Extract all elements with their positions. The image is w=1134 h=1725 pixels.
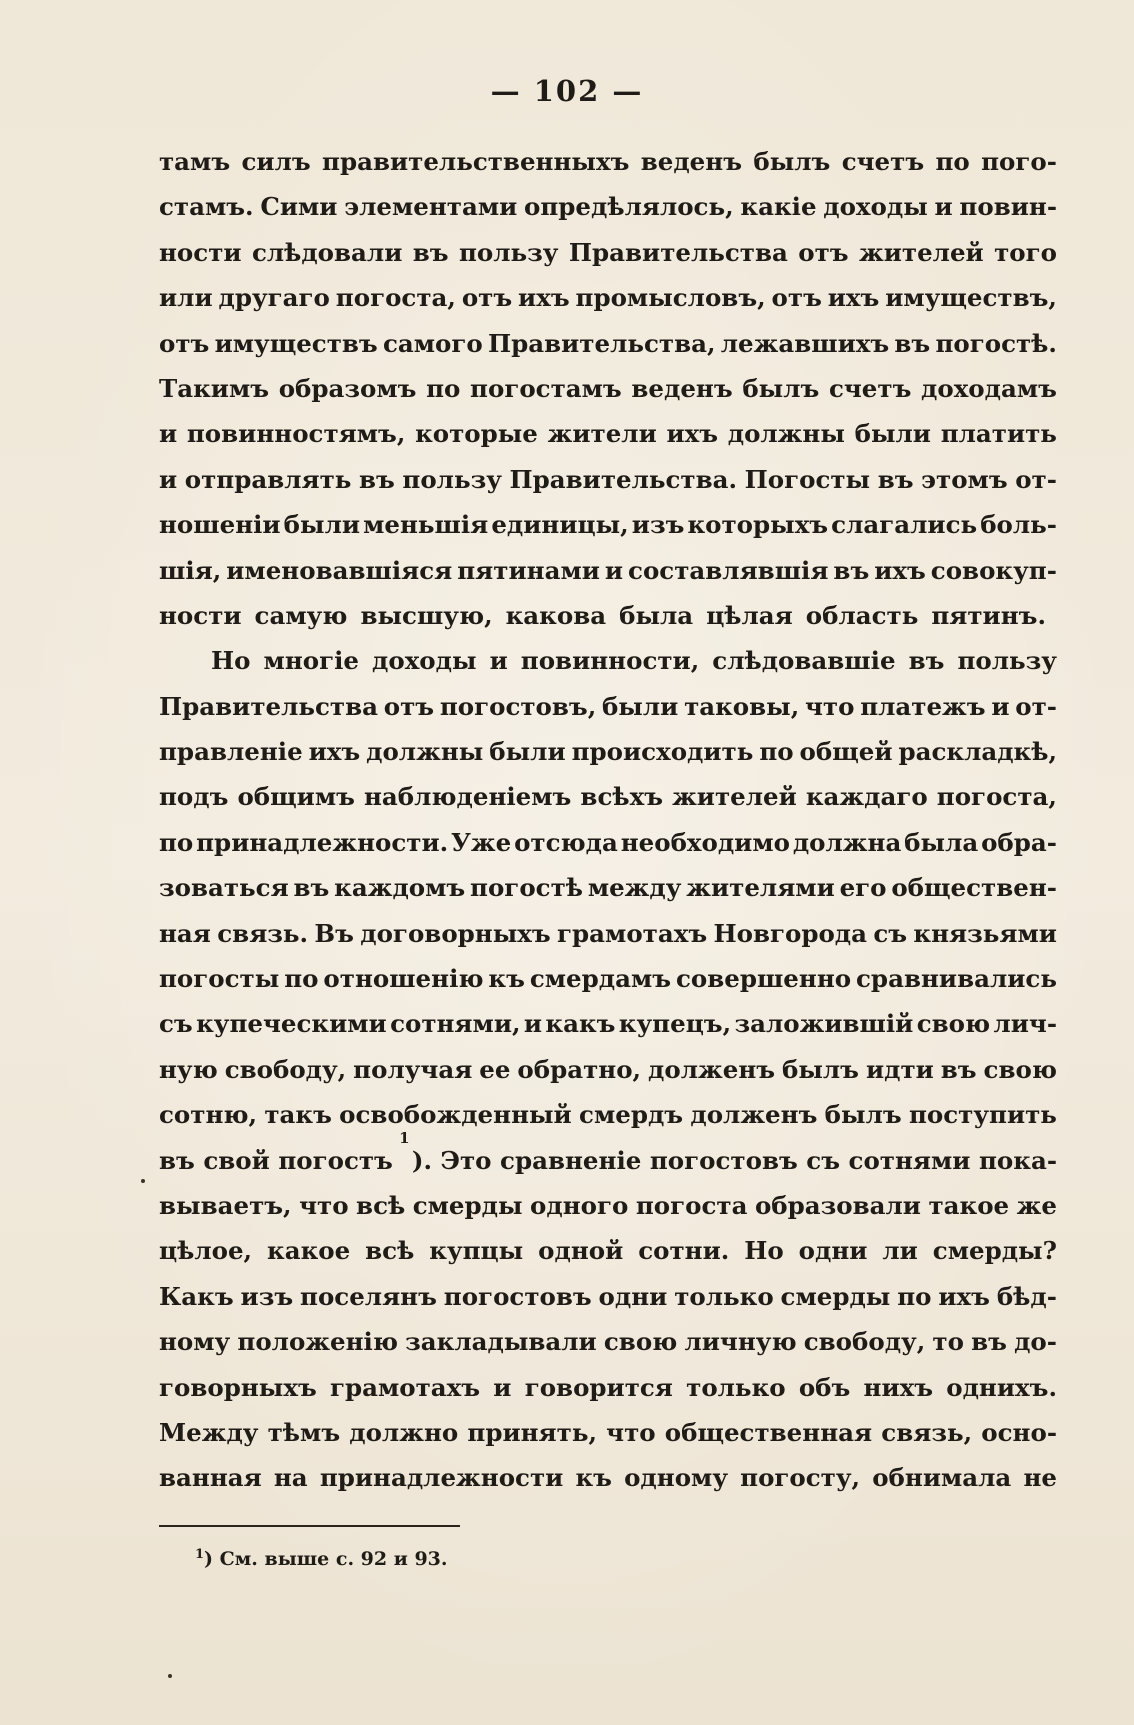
text-line: [159, 638, 1057, 683]
word: и: [159, 419, 178, 449]
word: происходить: [571, 737, 754, 767]
word: общественная: [664, 1417, 873, 1447]
text-line: [159, 774, 1057, 819]
word: от-: [1015, 691, 1057, 721]
word: то: [932, 1327, 964, 1357]
word: отъ: [771, 283, 822, 313]
word: поступить: [908, 1100, 1057, 1130]
word: слѣдовали: [251, 237, 403, 267]
word: сотню,: [159, 1100, 258, 1130]
word: цѣлая: [706, 600, 793, 630]
word: связь.: [217, 918, 309, 948]
word: какое: [267, 1236, 351, 1266]
word: раскладкѣ,: [898, 737, 1057, 767]
word: сравнивались: [856, 964, 1057, 994]
word: должна: [792, 827, 902, 857]
word: тѣмъ: [267, 1417, 341, 1447]
word: до-: [1014, 1327, 1057, 1357]
word: самого: [382, 328, 483, 358]
word: закладывали: [405, 1327, 597, 1357]
word: въ: [894, 328, 931, 358]
word: обнимала: [872, 1463, 1012, 1493]
word: смерды: [780, 1281, 891, 1311]
word: долженъ: [690, 1100, 818, 1130]
word: договорныхъ: [360, 918, 551, 948]
word: всѣ: [365, 1236, 415, 1266]
word: повинности,: [520, 646, 700, 676]
word: въ: [412, 237, 449, 267]
word: лич-: [993, 1009, 1057, 1039]
word: доходы: [372, 646, 477, 676]
text-line: [159, 275, 1057, 320]
footnote-reference[interactable]: 1: [399, 1128, 410, 1147]
word: какова: [505, 600, 607, 630]
word: Правительства: [159, 691, 379, 721]
word: совершенно: [675, 964, 852, 994]
word: Между: [159, 1417, 259, 1447]
text-line: [159, 366, 1057, 411]
word: того: [994, 237, 1057, 267]
word: многіе: [263, 646, 359, 676]
text-line: [159, 684, 1057, 729]
word: одной: [538, 1236, 624, 1266]
word: образомъ: [278, 373, 417, 403]
word: веденъ: [631, 373, 733, 403]
word: ихъ: [666, 419, 719, 449]
word: такое: [928, 1190, 1010, 1220]
word: была: [619, 600, 694, 630]
word: силъ: [241, 147, 311, 176]
text-line: [159, 865, 1057, 910]
word: слѣдовавшіе: [712, 646, 896, 676]
word: одни: [598, 1281, 668, 1311]
word: принадлежности.: [196, 827, 449, 857]
word: нихъ: [863, 1372, 934, 1402]
text-line: [159, 139, 1057, 184]
word: счетъ: [828, 373, 912, 403]
word: грамотахъ: [557, 918, 708, 948]
word: правительственныхъ: [322, 147, 630, 176]
word: общимъ: [237, 782, 355, 812]
word: изъ: [631, 510, 685, 540]
word: была: [904, 827, 979, 857]
word: ее: [479, 1054, 511, 1084]
word: пятинъ.: [931, 600, 1046, 630]
word: зоваться: [159, 873, 289, 903]
word: смерды: [412, 1190, 523, 1220]
text-line: [159, 230, 1057, 275]
word: доходамъ: [921, 373, 1057, 403]
word: ная: [159, 918, 211, 948]
word: купцы: [429, 1236, 524, 1266]
word: жителями: [686, 873, 835, 903]
print-speck: [168, 1674, 172, 1678]
word: въ: [359, 464, 395, 494]
word: область: [805, 600, 919, 630]
word: ли: [882, 1236, 918, 1266]
word: свою: [916, 1009, 991, 1039]
word: смерды?: [932, 1236, 1057, 1266]
footnote-divider: [159, 1525, 460, 1527]
word: и: [523, 1009, 543, 1039]
word: отъ: [461, 283, 513, 313]
word: другаго: [218, 283, 330, 313]
text-line: [159, 729, 1057, 774]
word: погостовъ: [443, 1281, 592, 1311]
word: жителей: [859, 237, 984, 267]
print-speck: [141, 1179, 145, 1183]
text-line: [159, 1274, 1057, 1319]
text-line: [159, 1228, 1057, 1273]
word: общей: [799, 737, 893, 767]
word: свою: [983, 1054, 1057, 1084]
word: обществен-: [891, 873, 1057, 903]
word: должны: [727, 419, 845, 449]
word: и: [604, 555, 624, 585]
word: жителей: [672, 782, 797, 812]
word: долженъ: [648, 1054, 776, 1084]
word: правленіе: [159, 737, 303, 767]
word: какіе: [740, 192, 817, 222]
word: что: [299, 1190, 349, 1220]
word: съ: [873, 918, 908, 948]
word: получая: [353, 1054, 473, 1084]
word: его: [839, 873, 887, 903]
word: составлявшія: [628, 555, 829, 585]
word: по: [897, 1281, 932, 1311]
word: погостовъ,: [439, 691, 597, 721]
text-line-with-footnote: [159, 1128, 1057, 1183]
word: каждаго: [805, 782, 928, 812]
word: Погосты: [744, 464, 871, 494]
line-tail: ). Это сравненіе погостовъ съ сотнями пока-: [411, 1145, 1057, 1175]
word: отправлять: [184, 464, 352, 494]
word: сотнями,: [390, 1009, 521, 1039]
word: были: [489, 737, 566, 767]
word: поселянъ: [300, 1281, 437, 1311]
word: доходы: [823, 192, 928, 222]
word: говорныхъ: [159, 1372, 317, 1402]
word: именовавшіяся: [226, 555, 453, 585]
word: Какъ: [159, 1281, 234, 1311]
word: всѣхъ: [580, 782, 663, 812]
word: пользу: [458, 237, 559, 267]
text-line: [159, 1047, 1057, 1092]
word: принадлежности: [319, 1463, 564, 1493]
word: высшую,: [360, 600, 493, 630]
word: ихъ: [874, 555, 926, 585]
word: отъ: [383, 691, 435, 721]
word: въ: [971, 1327, 1007, 1357]
word: этомъ: [921, 464, 1008, 494]
text-line: [159, 1092, 1057, 1137]
word: по: [935, 147, 970, 176]
word: какъ: [545, 1009, 616, 1039]
word: ихъ: [938, 1281, 990, 1311]
word: повин-: [959, 192, 1057, 222]
word: одни: [798, 1236, 868, 1266]
word: ихъ: [308, 737, 361, 767]
word: Правительства,: [487, 328, 716, 358]
word: на: [273, 1463, 308, 1493]
word: самую: [254, 600, 348, 630]
word: погоста,: [335, 283, 456, 313]
word: были: [854, 419, 931, 449]
word: принять,: [467, 1417, 597, 1447]
word: Но: [211, 646, 251, 676]
word: что: [606, 1417, 656, 1447]
word: ванная: [159, 1463, 262, 1493]
word: по: [284, 964, 319, 994]
word: и: [159, 464, 178, 494]
word: свободу,: [224, 1054, 347, 1084]
word: съ: [159, 1009, 193, 1039]
word: осно-: [981, 1417, 1057, 1447]
word: по: [426, 373, 461, 403]
word: обратно,: [517, 1054, 642, 1084]
word: и: [493, 1372, 512, 1402]
word: былъ: [782, 1054, 859, 1084]
word: каждомъ: [334, 873, 466, 903]
word: освобожденный: [339, 1100, 572, 1130]
word: от-: [1015, 464, 1057, 494]
text-line: [159, 1319, 1057, 1364]
word: которыхъ: [687, 510, 829, 540]
word: имуществъ,: [885, 283, 1057, 313]
word: ную: [159, 1054, 218, 1084]
word: такъ: [264, 1100, 332, 1130]
word: свою: [603, 1327, 678, 1357]
word: былъ: [753, 147, 831, 176]
text-line: [159, 956, 1057, 1001]
word: стамъ.: [159, 192, 254, 222]
word: же: [1016, 1190, 1057, 1220]
word: и: [991, 691, 1010, 721]
word: связь,: [881, 1417, 973, 1447]
word: однихъ.: [946, 1372, 1057, 1402]
word: пятинами: [457, 555, 600, 585]
word: и: [934, 192, 953, 222]
word: слагались: [831, 510, 978, 540]
word: грамотахъ: [329, 1372, 481, 1402]
word: заложившій: [734, 1009, 914, 1039]
word: Правительства.: [509, 464, 738, 494]
word: отсюда: [514, 827, 618, 857]
word: ности: [159, 237, 242, 267]
word: въ: [877, 464, 914, 494]
word: погосты: [159, 964, 280, 994]
word: подъ: [159, 782, 229, 812]
word: погосту,: [740, 1463, 861, 1493]
page-number: — 102 —: [490, 74, 644, 108]
word: отъ: [798, 237, 849, 267]
word: въ: [293, 873, 330, 903]
word: промысловъ,: [575, 283, 766, 313]
text-line: [159, 1365, 1057, 1410]
word: въ: [940, 1054, 977, 1084]
word: вываетъ,: [159, 1190, 292, 1220]
word: меньшія: [363, 510, 489, 540]
word: платежъ: [860, 691, 986, 721]
word: тамъ: [159, 147, 231, 176]
word: Но: [744, 1236, 784, 1266]
word: цѣлое,: [159, 1236, 253, 1266]
text-line: [159, 502, 1057, 547]
text-line: [159, 1001, 1057, 1046]
word: были: [601, 691, 679, 721]
word: купеческими: [196, 1009, 387, 1039]
word: шія,: [159, 555, 222, 585]
word: одному: [624, 1463, 729, 1493]
word: между: [587, 873, 682, 903]
footnote-text: ) См. выше с. 92 и 93.: [204, 1548, 448, 1570]
text-line: [159, 184, 1057, 229]
word: пользу: [957, 646, 1057, 676]
word: былъ: [742, 373, 820, 403]
word: Сими: [260, 192, 338, 222]
word: личную: [684, 1327, 797, 1357]
text-line: [159, 1410, 1057, 1455]
word: были: [283, 510, 361, 540]
footnote: [195, 1548, 448, 1570]
word: погостамъ: [470, 373, 622, 403]
word: сотни.: [638, 1236, 730, 1266]
word: свободу,: [803, 1327, 926, 1357]
text-line: [159, 593, 1057, 638]
word: къ: [575, 1463, 612, 1493]
word: счетъ: [841, 147, 925, 176]
word: которые: [415, 419, 538, 449]
word: обра-: [981, 827, 1057, 857]
word: всѣ: [356, 1190, 406, 1220]
word: должны: [366, 737, 484, 767]
word: Въ: [314, 918, 354, 948]
word: Правительства: [568, 237, 788, 267]
word: только: [686, 1372, 786, 1402]
word: погостѣ: [470, 873, 583, 903]
word: ношеніи: [159, 510, 281, 540]
word: совокуп-: [930, 555, 1057, 585]
word: къ: [488, 964, 525, 994]
body-text: [159, 139, 1057, 1501]
word: единицы,: [491, 510, 629, 540]
text-line: [159, 1183, 1057, 1228]
word: Такимъ: [159, 373, 270, 403]
word: ихъ: [827, 283, 880, 313]
word: боль-: [980, 510, 1057, 540]
word: ности: [159, 600, 242, 630]
word: въ: [908, 646, 945, 676]
word: пого-: [981, 147, 1057, 176]
word: по: [159, 827, 194, 857]
word: по: [759, 737, 794, 767]
word: отъ: [159, 328, 210, 358]
word: положенію: [237, 1327, 398, 1357]
text-line: [159, 911, 1057, 956]
word: объ: [798, 1372, 851, 1402]
word: въ: [833, 555, 870, 585]
word: пользу: [402, 464, 502, 494]
word: элементами: [344, 192, 518, 222]
word: таковы,: [684, 691, 800, 721]
text-line: [159, 321, 1057, 366]
word: что: [805, 691, 855, 721]
word: погостѣ.: [935, 328, 1057, 358]
word: Новгорода: [713, 918, 867, 948]
word: смердъ: [579, 1100, 684, 1130]
footnote-marker: 1: [195, 1547, 205, 1562]
word: купецъ,: [618, 1009, 732, 1039]
word: платить: [940, 419, 1057, 449]
word: отношенію: [323, 964, 484, 994]
word: только: [674, 1281, 774, 1311]
text-line: [159, 1455, 1057, 1500]
word: имуществъ: [214, 328, 378, 358]
word: не: [1023, 1463, 1057, 1493]
text-line: [159, 457, 1057, 502]
word: былъ: [824, 1100, 902, 1130]
word: погоста,: [936, 782, 1057, 812]
text-line: [159, 820, 1057, 865]
word: говорится: [524, 1372, 673, 1402]
word: опредѣлялось,: [524, 192, 734, 222]
word: погоста: [635, 1190, 748, 1220]
word: одного: [530, 1190, 629, 1220]
word: повинностямъ,: [186, 419, 406, 449]
word: смердамъ: [529, 964, 672, 994]
word: или: [159, 283, 213, 313]
word: должно: [349, 1417, 459, 1447]
word: князьями: [913, 918, 1057, 948]
word: и: [489, 646, 508, 676]
word: ихъ: [518, 283, 570, 313]
word: необходимо: [620, 827, 790, 857]
word: образовали: [754, 1190, 921, 1220]
word: жители: [547, 419, 657, 449]
text-line: [159, 411, 1057, 456]
word: лежавшихъ: [720, 328, 890, 358]
text-line: [159, 548, 1057, 593]
word: изъ: [240, 1281, 294, 1311]
word: веденъ: [640, 147, 742, 176]
word: бѣд-: [996, 1281, 1057, 1311]
word: идти: [865, 1054, 934, 1084]
word: наблюденіемъ: [363, 782, 572, 812]
line-head: въ свой погостъ: [159, 1145, 393, 1175]
word: ному: [159, 1327, 231, 1357]
word: Уже: [451, 827, 512, 857]
